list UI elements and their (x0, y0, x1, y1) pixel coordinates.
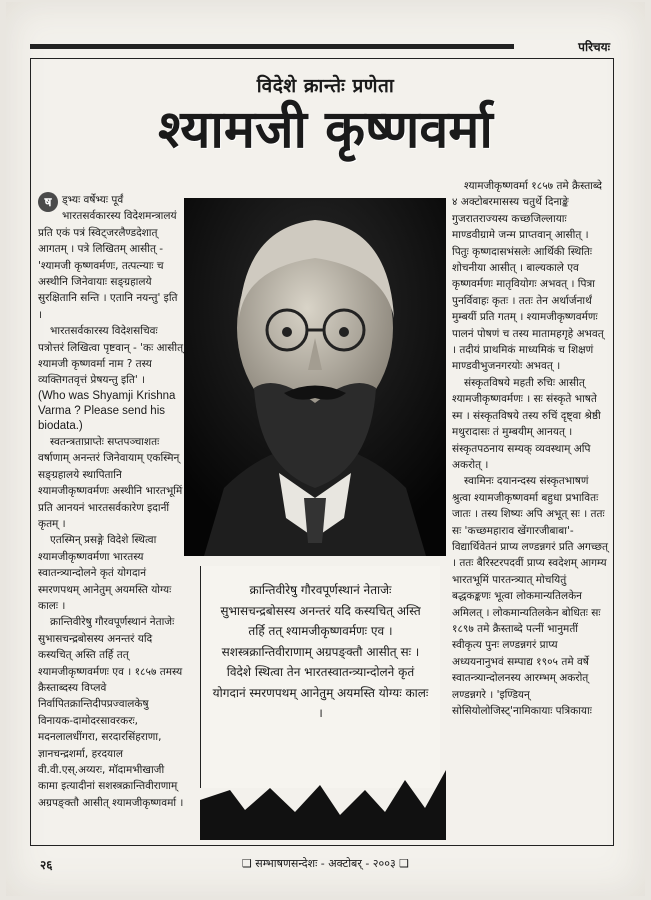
portrait-image (184, 198, 446, 556)
paragraph: स्वतन्त्रताप्राप्तेः सप्तपञ्चाशतः वर्षाणाम् अनन्तरं जिनेवायाम् एकस्मिन् सङ्ग्रहालये स्थापितानि श्यामजीकृष्णवर्मणः अस्थीनि भारतभूमिं प्रति आनयनं भारतसर्वकारेण इदानीं कृतम् । (38, 435, 183, 530)
pull-quote: क्रान्तिवीरेषु गौरवपूर्णस्थानं नेताजेः सुभासचन्द्रबोसस्य अनन्तरं यदि कस्यचित् अस्ति तर्हि तत् श्यामजीकृष्णवर्मणः एव । सशस्त्रक्रान्तिवीराणाम् अग्रपङ्क्तौ आसीत् सः । विदेशे स्थित्वा तेन भारतस्वातन्त्र्यान्दोलने कृतं योगदानं स्मरणपथम् आनेतुम् अयमस्ति योग्यः कालः । (200, 566, 440, 788)
header-rule (30, 44, 514, 49)
paragraph: संस्कृतविषये महती रुचिः आसीत् श्यामजीकृष्णवर्मणः । सः संस्कृते भाषते स्म । संस्कृतविषये तस्य रुचिं दृष्ट्वा श्रेष्ठी मथुरादासः तं मुम्बयीम् आनयत् । संस्कृतपठनाय सम्यक् व्यवस्थाम् अपि अकरोत् । (452, 376, 601, 471)
paragraph: एतस्मिन् प्रसङ्गे विदेशे स्थित्वा श्यामजीकृष्णवर्मणा भारतस्य स्वातन्त्र्यान्दोलने कृतं योगदानं स्मरणपथम् आनेतुम् अयमस्ति योग्यः कालः । (38, 534, 172, 612)
publication-footer: ❑ सम्भाषणसन्देशः - अक्टोबर् - २००३ ❑ (241, 857, 410, 870)
left-column (38, 192, 184, 811)
section-tag: परिचयः (578, 40, 610, 54)
right-column (452, 178, 608, 719)
paragraph: भारतसर्वकारस्य विदेशसचिवः पत्रोत्तरं लिखित्वा पृष्टवान् - 'कः आसीत् श्यामजी कृष्णवर्मा नाम ? तस्य व्यक्तिगतवृत्तं प्रेषयन्तु इति' । (38, 325, 184, 387)
paragraph: क्रान्तिवीरेषु गौरवपूर्णस्थानं नेताजेः सुभासचन्द्रबोसस्य अनन्तरं यदि कस्यचित् अस्ति तर्हि तत् श्यामजीकृष्णवर्मणः एव । १८५७ तमस्य क्रैस्ताब्दस्य विप्लवे निर्वापितक्रान्तिदीपप्रज्वालकेषु विनायक-दामोदरसावरकरः, मदनलालधींगरा, सरदारसिंहराणा, ज्ञानचन्द्रशर्मा, हरदयाल वी.वी.एस्.अय्यरः, मॉदामभीखाजी कामा इत्यादीनां सशस्त्रक्रान्तिवीराणाम् अग्रपङ्क्तौ आसीत् श्यामजीकृष्णवर्मा । (38, 616, 184, 809)
torn-edge-decoration (200, 760, 446, 840)
article-kicker: विदेशे क्रान्तेः प्रणेता (256, 75, 395, 97)
paragraph: श्यामजीकृष्णवर्मा १८५७ तमे क्रैस्ताब्दे ४ अक्टोबरमासस्य चतुर्थे दिनाङ्के गुजरातराज्यस्य कच्छजिल्लायाः माण्डवीग्रामे जन्म प्राप्तवान् आसीत् । पितुः कृष्णदासभंसलेः आर्थिकी स्थितिः शोचनीया आसीत् । बाल्यकाले एव कृष्णवर्मणः मातृवियोगः अभवत् । पित्रा पुनर्विवाहः कृतः । ततः तेन अर्थार्जनार्थं मुम्बयीं प्रति गतम् । श्यामजीकृष्णवर्मणः पालनं पोषणं च तस्य मातामहगृहे अभवत् । तदीयं प्राथमिकं माध्यमिकं च शिक्षणं माण्डवीभुजनगरयोः अभवत् । (452, 180, 604, 373)
paragraph: ड्भ्यः वर्षेभ्यः पूर्वं भारतसर्वकारस्य विदेशमन्त्रालयं प्रति एकं पत्रं स्विट्जरलैण्डदेशात् आगतम् । पत्रे लिखितम् आसीत् - 'श्यामजी कृष्णवर्मणः, तत्पत्न्याः च अस्थीनि जिनेवायाः सङ्ग्रहालये सुरक्षितानि सन्ति । एतानि नयन्तु' इति । (38, 194, 178, 321)
page-number: २६ (40, 858, 53, 872)
article-title: श्यामजी कृष्णवर्मा (158, 100, 493, 160)
paragraph: स्वामिनः दयानन्दस्य संस्कृतभाषणं श्रुत्वा श्यामजीकृष्णवर्मा बहुधा प्रभावितः जातः । तस्य शिष्यः अपि अभूत् सः । ततः सः 'कच्छमहाराव खेंगारजीबाबा'-विद्यार्थिवेतनं प्राप्य लण्डन्नगरं प्रति अगच्छत् । ततः बैरिस्टरपदवीं प्राप्य स्वदेशम् आगम्य भारतभूमिं पारतन्त्र्यात् मोचयितुं बद्धकङ्कणः भूत्वा लोकमान्यतिलकेन अमिलत् । लोकमान्यतिलकेन बोधितः सः १८९७ तमे क्रैस्ताब्दे पत्नीं भानुमतीं स्वीकृत्य पुनः लण्डन्नगरं प्राप्य अध्ययनानुभवं सम्पाद्य १९०५ तमे वर्षे स्वातन्त्र्यान्दोलनस्य आरम्भम् अकरोत् लण्डन्नगरे । 'इण्डियन् सोसियोलोजिस्ट्'नामिकायाः पत्रिकायाः (452, 475, 609, 717)
dropcap: ष (38, 192, 58, 212)
english-quote: (Who was Shyamji Krishna Varma ? Please send his biodata.) (38, 389, 176, 432)
